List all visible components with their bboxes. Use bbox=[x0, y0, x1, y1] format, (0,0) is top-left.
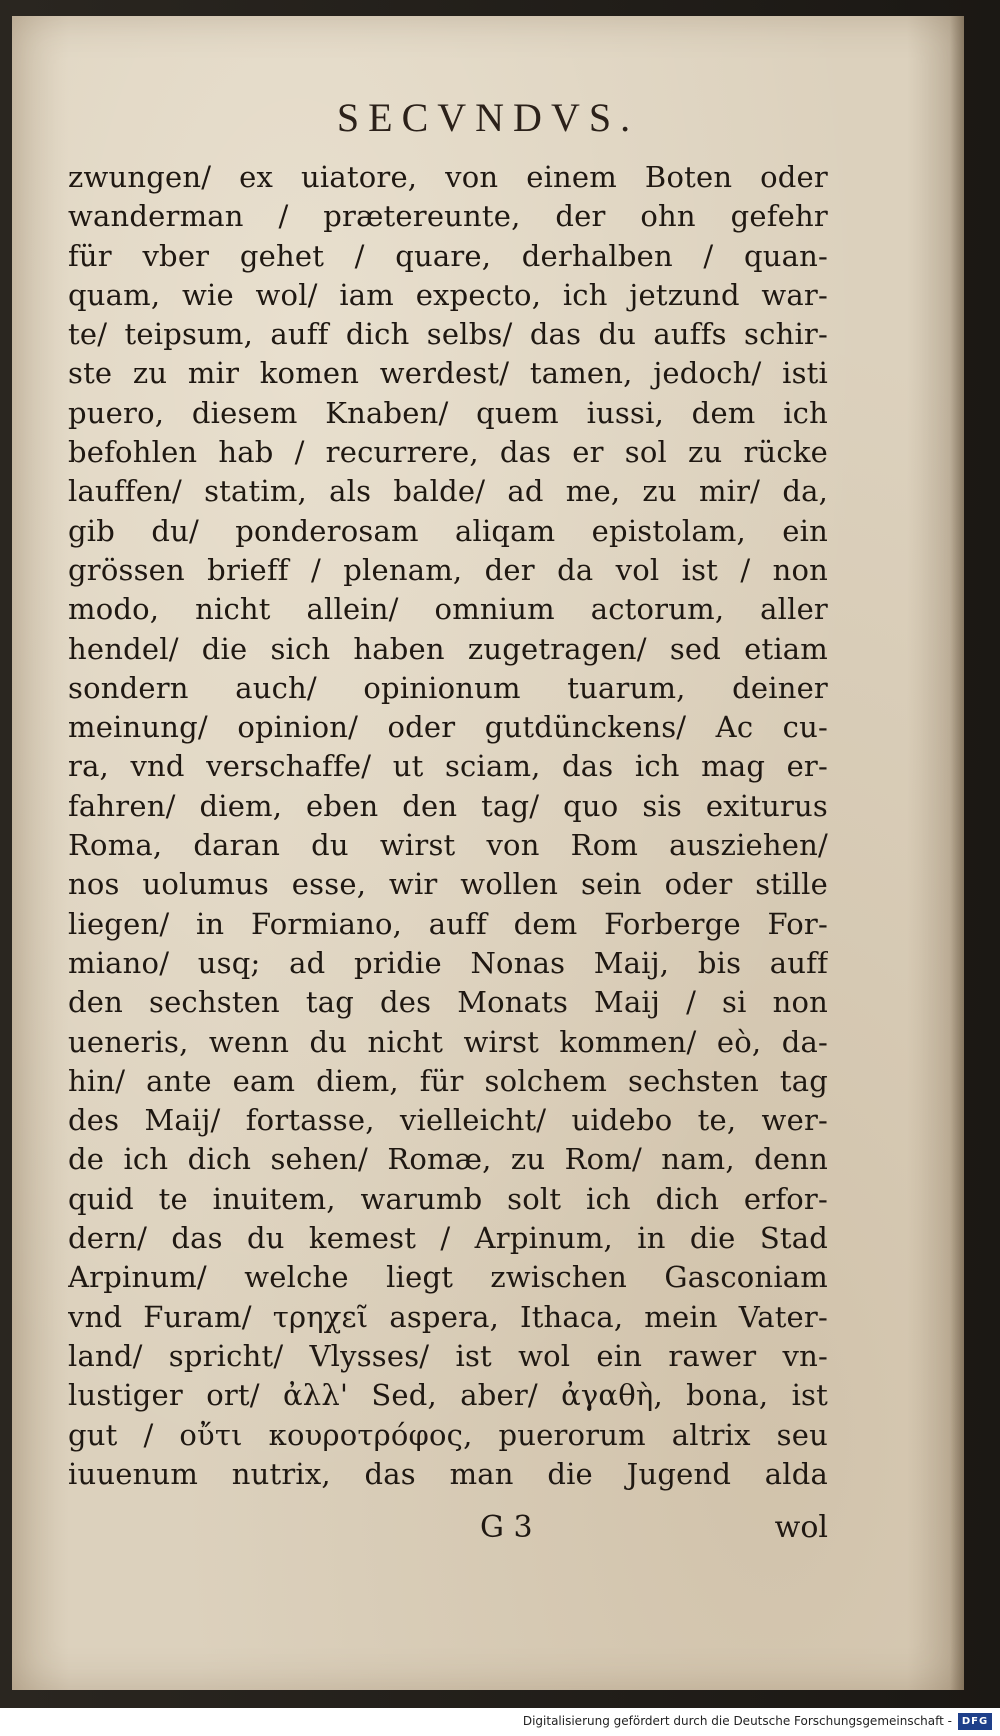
text-line: ste zu mir komen werdest/ tamen, jedoch/ isti bbox=[68, 356, 828, 391]
text-line: quid te inuitem, warumb solt ich dich erfor- bbox=[68, 1181, 828, 1216]
text-line: dern/ das du kemest / Arpinum, in die Stad bbox=[68, 1221, 828, 1256]
signature-mark: G 3 bbox=[480, 1510, 533, 1545]
text-line: gut / οὔτι κουροτρόφος, puerorum altrix seu bbox=[68, 1417, 828, 1452]
page-footer-marks bbox=[68, 1504, 828, 1552]
text-line: sondern auch/ opinionum tuarum, deiner bbox=[68, 670, 828, 705]
text-line: de ich dich sehen/ Romæ, zu Rom/ nam, denn bbox=[68, 1142, 828, 1177]
page-edge-shadow bbox=[950, 16, 964, 1690]
text-line: fahren/ diem, eben den tag/ quo sis exiturus bbox=[68, 788, 828, 823]
text-line: lustiger ort/ ἀλλ' Sed, aber/ ἀγαθὴ, bona, ist bbox=[68, 1378, 828, 1413]
digitization-footer bbox=[0, 1708, 1000, 1736]
text-line: miano/ usq; ad pridie Nonas Maij, bis auff bbox=[68, 945, 828, 980]
text-line: modo, nicht allein/ omnium actorum, aller bbox=[68, 592, 828, 627]
funding-credit: Digitalisierung gefördert durch die Deutsche Forschungsgemeinschaft - bbox=[522, 1714, 952, 1728]
text-line: liegen/ in Formiano, auff dem Forberge For- bbox=[68, 906, 828, 941]
text-line: puero, diesem Knaben/ quem iussi, dem ich bbox=[68, 395, 828, 430]
text-line: zwungen/ ex uiatore, von einem Boten oder bbox=[68, 160, 828, 194]
text-line: grössen brieff / plenam, der da vol ist / non bbox=[68, 552, 828, 587]
text-line: gib du/ ponderosam aliqam epistolam, ein bbox=[68, 513, 828, 548]
text-line: quam, wie wol/ iam expecto, ich jetzund war- bbox=[68, 277, 828, 312]
text-line: te/ teipsum, auff dich selbs/ das du auffs schir- bbox=[68, 317, 828, 352]
text-line: Arpinum/ welche liegt zwischen Gasconiam bbox=[68, 1260, 828, 1295]
catchword: wol bbox=[774, 1510, 828, 1545]
running-head: SECVNDVS. bbox=[336, 95, 640, 140]
text-line: lauffen/ statim, als balde/ ad me, zu mir/ da, bbox=[68, 474, 828, 509]
dfg-logo: DFG bbox=[958, 1713, 992, 1730]
text-line: ra, vnd verschaffe/ ut sciam, das ich mag er- bbox=[68, 749, 828, 784]
text-line: des Maij/ fortasse, vielleicht/ uidebo te, wer- bbox=[68, 1103, 828, 1138]
text-line: hendel/ die sich haben zugetragen/ sed etiam bbox=[68, 631, 828, 666]
body-text bbox=[68, 158, 828, 1494]
text-line: befohlen hab / recurrere, das er sol zu rücke bbox=[68, 435, 828, 470]
text-line: land/ spricht/ Vlysses/ ist wol ein rawer vn- bbox=[68, 1338, 828, 1373]
text-line: iuuenum nutrix, das man die Jugend alda bbox=[68, 1456, 828, 1491]
text-line: wanderman / prætereunte, der ohn gefehr bbox=[68, 199, 828, 234]
text-line: nos uolumus esse, wir wollen sein oder stille bbox=[68, 867, 828, 902]
text-line: den sechsten tag des Monats Maij / si non bbox=[68, 985, 828, 1020]
text-line: hin/ ante eam diem, für solchem sechsten tag bbox=[68, 1063, 828, 1098]
text-line: für vber gehet / quare, derhalben / quan- bbox=[68, 238, 828, 273]
text-line: Roma, daran du wirst von Rom ausziehen/ bbox=[68, 828, 828, 863]
book-page bbox=[12, 16, 964, 1690]
text-line: meinung/ opinion/ oder gutdünckens/ Ac cu- bbox=[68, 710, 828, 745]
text-line: vnd Furam/ τρηχεῖ aspera, Ithaca, mein Vater- bbox=[68, 1299, 828, 1334]
text-line: ueneris, wenn du nicht wirst kommen/ eò, da- bbox=[68, 1024, 828, 1059]
